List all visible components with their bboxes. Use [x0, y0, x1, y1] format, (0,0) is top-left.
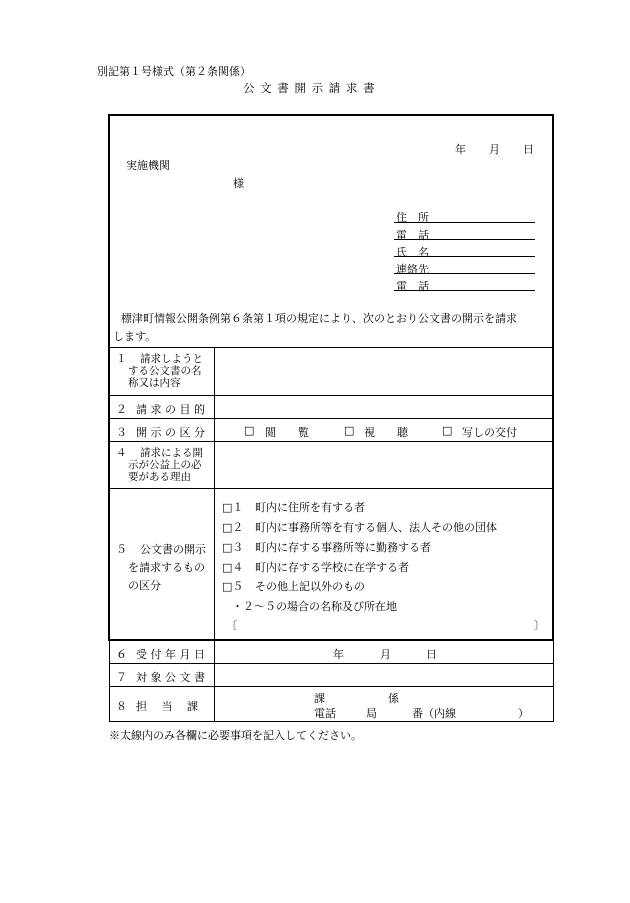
request-date-month: 月 [489, 143, 500, 156]
tel-ban: 番（内線 [412, 707, 456, 720]
address-label: 住 所 [396, 211, 429, 224]
name-address-input[interactable] [240, 615, 530, 633]
row8-label: 担 当 課 [136, 700, 198, 713]
row7-input[interactable] [216, 665, 552, 685]
contact-phone-line[interactable] [394, 290, 535, 291]
requester-type-3-checkbox[interactable]: □３ [222, 541, 244, 554]
row4-input[interactable] [216, 443, 552, 487]
footnote: ※太線内のみ各欄に必要事項を記入してください。 [109, 729, 362, 742]
statement-line2: します。 [113, 330, 157, 343]
request-date-year: 年 [455, 143, 466, 156]
row-divider [109, 395, 553, 396]
row3-label: 開 示 の 区 分 [136, 426, 205, 439]
option-copy-checkbox[interactable]: □ [442, 424, 453, 437]
row2-number: ２ [116, 403, 127, 416]
statement-line1: 標津町情報公開条例第６条第１項の規定により、次のとおり公文書の開示を請求 [121, 312, 517, 325]
row4-label-line1: 請求による開 [140, 447, 203, 459]
row5-label-line3: の区分 [128, 579, 161, 592]
receipt-year: 年 [333, 648, 344, 661]
section-ka: 課 [314, 692, 325, 705]
row5-label-line2: を請求するもの [128, 561, 205, 574]
requester-type-5-checkbox[interactable]: □５ [222, 580, 244, 593]
column-divider [214, 347, 215, 640]
receipt-month: 月 [380, 648, 391, 661]
requester-type-1-label: 町内に住所を有する者 [255, 501, 365, 514]
row-divider [109, 488, 553, 489]
requester-type-1-checkbox[interactable]: □１ [222, 501, 244, 514]
row7-label: 対 象 公 文 書 [136, 671, 205, 684]
row2-label: 請 求 の 目 的 [136, 403, 205, 416]
request-date-day: 日 [523, 143, 534, 156]
row-divider [109, 418, 553, 419]
requester-type-5-label: その他上記以外のもの [255, 580, 365, 593]
tel-label: 電話 [314, 707, 336, 720]
bracket-close: 〕 [534, 619, 545, 632]
row1-label-line2: する公文書の名 [128, 365, 202, 377]
row7-number: ７ [116, 671, 127, 684]
row6-number: ６ [116, 648, 127, 661]
honorific: 様 [233, 177, 244, 190]
document-title: 公 文 書 開 示 請 求 書 [243, 81, 376, 95]
requester-type-4-label: 町内に存する学校に在学する者 [255, 561, 409, 574]
contact-label: 連絡先 [396, 263, 429, 276]
agency-label: 実施機関 [126, 159, 170, 172]
section-kakari: 係 [388, 692, 399, 705]
name-address-note: ・２～５の場合の名称及び所在地 [232, 600, 397, 613]
bottom-right-border [553, 640, 554, 721]
row-divider [109, 663, 553, 664]
name-line[interactable] [394, 256, 535, 257]
tel-close: ） [518, 707, 529, 720]
name-label: 氏 名 [396, 246, 429, 259]
row4-number: ４ [116, 447, 127, 459]
row1-label-line1: 請求しようと [140, 353, 203, 365]
row1-label-line3: 称又は内容 [128, 377, 181, 389]
requester-type-2-label: 町内に事務所等を有する個人、法人その他の団体 [255, 521, 497, 534]
row8-number: ８ [116, 700, 127, 713]
requester-type-3-label: 町内に存する事務所等に勤務する者 [255, 541, 431, 554]
row-divider [109, 686, 553, 687]
option-view-checkbox[interactable]: □ [244, 424, 255, 437]
bottom-left-border [109, 640, 110, 721]
form-label: 別記第１号様式（第２条関係） [97, 65, 251, 78]
row1-input[interactable] [216, 349, 552, 394]
bottom-column-divider [214, 640, 215, 721]
row-divider [109, 347, 553, 348]
row4-label-line2: 示が公益上の必 [128, 459, 202, 471]
row4-label-line3: 要がある理由 [128, 471, 191, 483]
bracket-open: 〔 [226, 619, 237, 632]
row-divider [109, 441, 553, 442]
row-divider [109, 721, 554, 722]
tel-kyoku: 局 [366, 707, 377, 720]
receipt-day: 日 [426, 648, 437, 661]
requester-type-4-checkbox[interactable]: □４ [222, 561, 244, 574]
phone-label: 電 話 [396, 229, 429, 242]
row6-label: 受 付 年 月 日 [136, 648, 205, 661]
option-audio-checkbox[interactable]: □ [344, 424, 355, 437]
requester-type-2-checkbox[interactable]: □２ [222, 521, 244, 534]
option-audio-label: 視 聴 [364, 426, 408, 439]
row3-number: ３ [116, 426, 127, 439]
contact-phone-label: 電 話 [396, 280, 429, 293]
row5-label-line1: 公文書の開示 [140, 543, 206, 556]
row5-number: ５ [116, 543, 127, 556]
row1-number: １ [116, 353, 127, 365]
address-line[interactable] [394, 222, 535, 223]
phone-line[interactable] [394, 239, 535, 240]
option-copy-label: 写しの交付 [462, 426, 517, 439]
row2-input[interactable] [216, 397, 552, 417]
option-view-label: 閲 覧 [265, 426, 309, 439]
contact-line[interactable] [394, 273, 535, 274]
